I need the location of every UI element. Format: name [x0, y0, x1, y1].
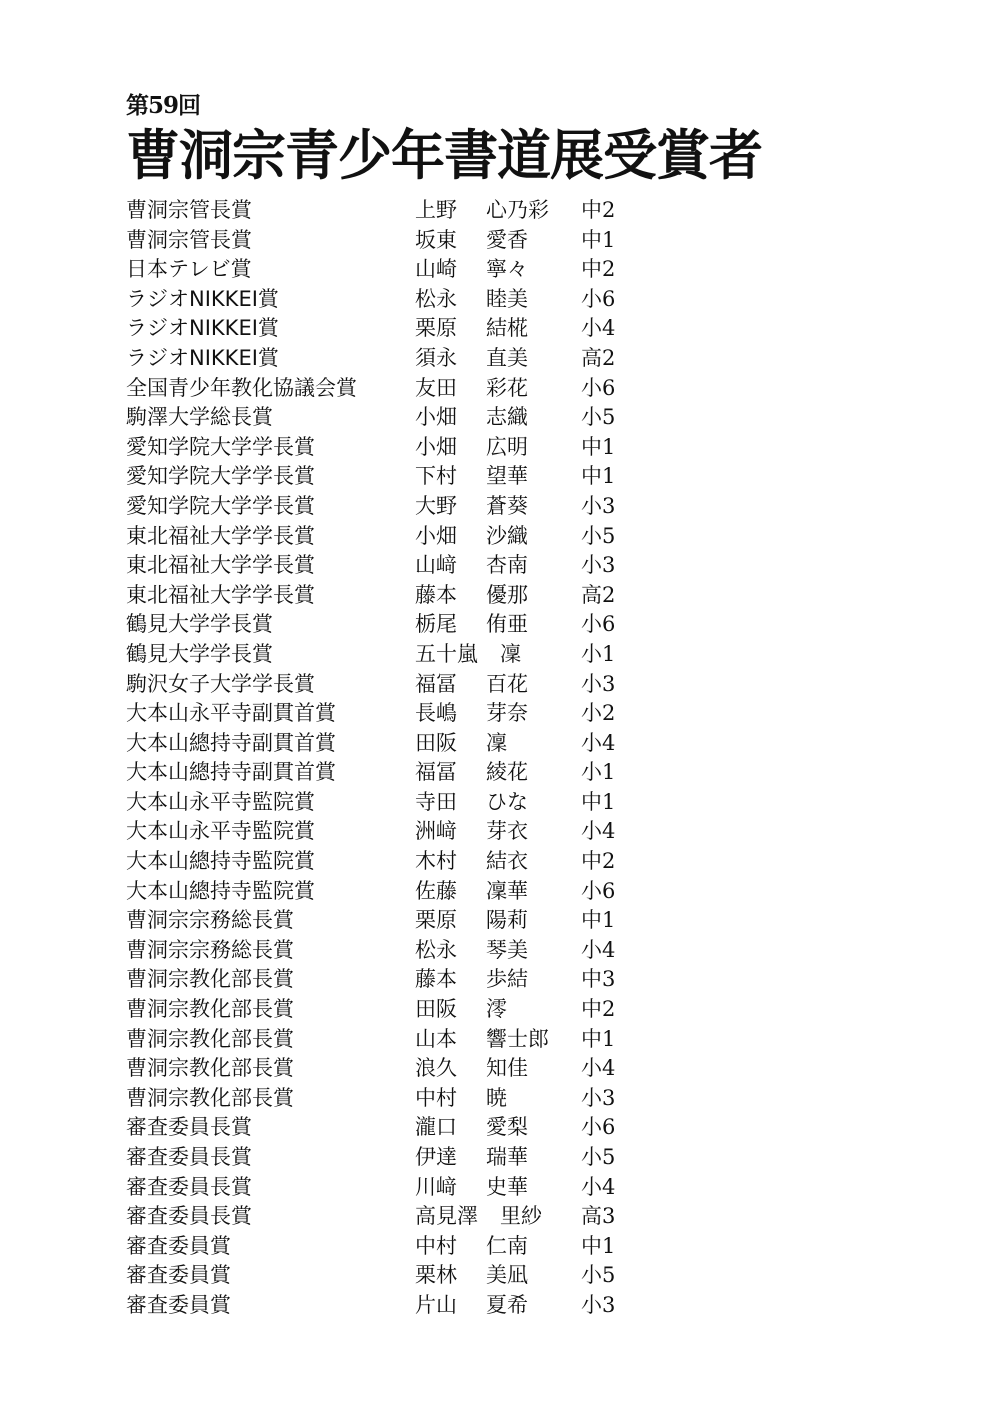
surname: 高見澤: [415, 1204, 478, 1229]
surname: 須永: [415, 345, 457, 370]
school-grade: 小4: [581, 1174, 616, 1199]
given-name: 愛香: [486, 227, 528, 252]
award-name: 大本山總持寺副貫首賞: [126, 730, 336, 755]
awardee-row: [126, 581, 686, 611]
surname: 坂東: [415, 227, 457, 252]
given-name: 愛梨: [486, 1115, 528, 1140]
awardee-list: [126, 196, 686, 1321]
award-name: 駒沢女子大学学長賞: [126, 671, 315, 696]
award-name: 東北福祉大学学長賞: [126, 553, 315, 578]
award-name: 曹洞宗宗務総長賞: [126, 908, 294, 933]
awardee-row: [126, 877, 686, 907]
school-grade: 中1: [581, 227, 616, 252]
surname: 大野: [415, 493, 457, 518]
awardee-row: [126, 1232, 686, 1262]
surname: 洲﨑: [415, 819, 457, 844]
school-grade: 中1: [581, 908, 616, 933]
award-name: 東北福祉大学学長賞: [126, 523, 315, 548]
award-name: 鶴見大学学長賞: [126, 612, 273, 637]
school-grade: 高3: [581, 1204, 616, 1229]
given-name: 凜: [486, 730, 507, 755]
given-name: 百花: [486, 671, 528, 696]
awardee-row: [126, 522, 686, 552]
awardee-row: [126, 1291, 686, 1321]
given-name: 澪: [486, 997, 507, 1022]
award-name: 審査委員賞: [126, 1263, 231, 1288]
school-grade: 中1: [581, 434, 616, 459]
awardee-row: [126, 1084, 686, 1114]
given-name: 心乃彩: [486, 198, 549, 222]
award-name: 鶴見大学学長賞: [126, 641, 273, 666]
surname: 木村: [415, 849, 457, 874]
given-name: 瑞華: [486, 1145, 528, 1169]
award-name: 愛知学院大学学長賞: [126, 464, 315, 489]
award-name: 愛知学院大学学長賞: [126, 434, 315, 459]
surname: 田阪: [415, 730, 457, 755]
awardee-row: [126, 403, 686, 433]
surname: 山本: [415, 1026, 457, 1051]
awardee-row: [126, 255, 686, 285]
surname: 中村: [415, 1085, 457, 1110]
surname: 長嶋: [415, 701, 457, 726]
surname: 栗原: [415, 316, 457, 341]
school-grade: 小6: [581, 612, 616, 637]
award-name: 愛知学院大学学長賞: [126, 493, 315, 518]
school-grade: 小3: [581, 553, 616, 578]
surname: 藤本: [415, 967, 457, 992]
awardee-row: [126, 906, 686, 936]
award-name: 審査委員長賞: [126, 1204, 252, 1229]
awardee-row: [126, 817, 686, 847]
award-name: ラジオNIKKEI賞: [126, 286, 279, 311]
given-name: 侑亜: [486, 612, 528, 637]
given-name: 綾花: [486, 760, 528, 785]
award-name: 曹洞宗管長賞: [126, 227, 252, 252]
awardee-row: [126, 699, 686, 729]
school-grade: 中1: [581, 789, 616, 814]
surname: 片山: [415, 1292, 457, 1317]
awardee-row: [126, 788, 686, 818]
surname: 小畑: [415, 434, 457, 459]
school-grade: 小3: [581, 1085, 616, 1110]
surname: 福冨: [415, 760, 457, 785]
school-grade: 小6: [581, 1115, 616, 1140]
school-grade: 小3: [581, 493, 616, 518]
award-name: 曹洞宗教化部長賞: [126, 1085, 294, 1110]
school-grade: 中1: [581, 1233, 616, 1258]
award-name: 審査委員長賞: [126, 1145, 252, 1169]
given-name: ひな: [486, 789, 528, 814]
surname: 栗林: [415, 1263, 457, 1288]
given-name: 美凪: [486, 1263, 528, 1288]
awardee-row: [126, 1025, 686, 1055]
surname: 川﨑: [415, 1174, 457, 1199]
surname: 山﨑: [415, 553, 457, 578]
awardee-row: [126, 492, 686, 522]
school-grade: 中2: [581, 198, 616, 222]
given-name: 杏南: [486, 553, 528, 578]
given-name: 沙織: [486, 523, 528, 548]
school-grade: 小5: [581, 523, 616, 548]
school-grade: 高2: [581, 582, 616, 607]
page-title: 曹洞宗青少年書道展受賞者: [126, 123, 762, 187]
surname: 瀧口: [415, 1115, 457, 1140]
award-name: 曹洞宗管長賞: [126, 198, 252, 222]
awardee-row: [126, 433, 686, 463]
school-grade: 小5: [581, 405, 616, 430]
school-grade: 小1: [581, 641, 616, 666]
awardee-row: [126, 196, 686, 226]
given-name: 知佳: [486, 1056, 528, 1081]
awardee-row: [126, 1202, 686, 1232]
award-name: 日本テレビ賞: [126, 257, 252, 282]
award-name: 大本山永平寺副貫首賞: [126, 701, 336, 726]
award-name: 審査委員賞: [126, 1233, 231, 1258]
awardee-row: [126, 1054, 686, 1084]
surname: 伊達: [415, 1145, 457, 1169]
award-name: 審査委員長賞: [126, 1115, 252, 1140]
given-name: 凜: [500, 641, 521, 666]
school-grade: 小6: [581, 375, 616, 400]
school-grade: 高2: [581, 345, 616, 370]
surname: 友田: [415, 375, 457, 400]
surname: 下村: [415, 464, 457, 489]
given-name: 歩結: [486, 967, 528, 992]
award-name: 曹洞宗教化部長賞: [126, 997, 294, 1022]
surname: 中村: [415, 1233, 457, 1258]
awardee-row: [126, 1173, 686, 1203]
surname: 寺田: [415, 789, 457, 814]
school-grade: 中2: [581, 997, 616, 1022]
school-grade: 小1: [581, 760, 616, 785]
school-grade: 小4: [581, 730, 616, 755]
award-name: 全国青少年教化協議会賞: [126, 375, 357, 400]
award-name: 曹洞宗教化部長賞: [126, 1026, 294, 1051]
school-grade: 小5: [581, 1263, 616, 1288]
school-grade: 小4: [581, 819, 616, 844]
surname: 五十嵐: [415, 641, 478, 666]
awardee-row: [126, 936, 686, 966]
given-name: 彩花: [486, 375, 528, 400]
given-name: 広明: [486, 434, 528, 459]
given-name: 凜華: [486, 878, 528, 903]
given-name: 里紗: [500, 1204, 542, 1229]
awardee-row: [126, 1143, 686, 1173]
surname: 小畑: [415, 523, 457, 548]
given-name: 陽莉: [486, 908, 528, 933]
award-name: ラジオNIKKEI賞: [126, 345, 279, 370]
award-name: 大本山總持寺監院賞: [126, 849, 315, 874]
awardee-row: [126, 314, 686, 344]
school-grade: 小4: [581, 937, 616, 962]
award-name: 大本山總持寺副貫首賞: [126, 760, 336, 785]
awardee-row: [126, 995, 686, 1025]
given-name: 結衣: [486, 849, 528, 874]
given-name: 芽衣: [486, 819, 528, 844]
school-grade: 小3: [581, 1292, 616, 1317]
award-name: 大本山永平寺監院賞: [126, 789, 315, 814]
school-grade: 中1: [581, 1026, 616, 1051]
award-name: 審査委員長賞: [126, 1174, 252, 1199]
school-grade: 小3: [581, 671, 616, 696]
given-name: 望華: [486, 464, 528, 489]
surname: 田阪: [415, 997, 457, 1022]
given-name: 暁: [486, 1085, 507, 1110]
given-name: 琴美: [486, 937, 528, 962]
school-grade: 中3: [581, 967, 616, 992]
given-name: 寧々: [486, 257, 528, 282]
given-name: 仁南: [486, 1233, 528, 1258]
given-name: 結椛: [486, 316, 528, 341]
awardee-row: [126, 226, 686, 256]
given-name: 志織: [486, 405, 528, 430]
award-name: 曹洞宗教化部長賞: [126, 1056, 294, 1081]
school-grade: 中2: [581, 849, 616, 874]
surname: 浪久: [415, 1056, 457, 1081]
given-name: 睦美: [486, 286, 528, 311]
awardee-row: [126, 729, 686, 759]
surname: 栃尾: [415, 612, 457, 637]
award-name: 曹洞宗教化部長賞: [126, 967, 294, 992]
awardee-row: [126, 670, 686, 700]
awardee-row: [126, 758, 686, 788]
awardee-row: [126, 847, 686, 877]
school-grade: 小2: [581, 701, 616, 726]
surname: 山崎: [415, 257, 457, 282]
awardee-row: [126, 1261, 686, 1291]
given-name: 直美: [486, 345, 528, 370]
school-grade: 小6: [581, 878, 616, 903]
awardee-row: [126, 640, 686, 670]
awardee-row: [126, 1113, 686, 1143]
given-name: 夏希: [486, 1292, 528, 1317]
surname: 松永: [415, 937, 457, 962]
surname: 福冨: [415, 671, 457, 696]
awardee-row: [126, 551, 686, 581]
award-name: 大本山永平寺監院賞: [126, 819, 315, 844]
school-grade: 中1: [581, 464, 616, 489]
award-name: 審査委員賞: [126, 1292, 231, 1317]
surname: 松永: [415, 286, 457, 311]
awardee-row: [126, 610, 686, 640]
surname: 上野: [415, 198, 457, 222]
surname: 佐藤: [415, 878, 457, 903]
given-name: 芽奈: [486, 701, 528, 726]
school-grade: 小4: [581, 316, 616, 341]
awardee-row: [126, 462, 686, 492]
award-name: 大本山總持寺監院賞: [126, 878, 315, 903]
school-grade: 小6: [581, 286, 616, 311]
surname: 小畑: [415, 405, 457, 430]
award-name: 曹洞宗宗務総長賞: [126, 937, 294, 962]
given-name: 史華: [486, 1174, 528, 1199]
awardee-row: [126, 285, 686, 315]
surname: 栗原: [415, 908, 457, 933]
school-grade: 小5: [581, 1145, 616, 1169]
school-grade: 小4: [581, 1056, 616, 1081]
award-name: ラジオNIKKEI賞: [126, 316, 279, 341]
given-name: 優那: [486, 582, 528, 607]
surname: 藤本: [415, 582, 457, 607]
given-name: 蒼葵: [486, 493, 528, 518]
award-name: 駒澤大学総長賞: [126, 405, 273, 430]
edition-label: 第59回: [126, 92, 201, 119]
awardee-row: [126, 344, 686, 374]
awardee-row: [126, 374, 686, 404]
awardee-row: [126, 965, 686, 995]
school-grade: 中2: [581, 257, 616, 282]
given-name: 響士郎: [486, 1026, 549, 1051]
award-name: 東北福祉大学学長賞: [126, 582, 315, 607]
